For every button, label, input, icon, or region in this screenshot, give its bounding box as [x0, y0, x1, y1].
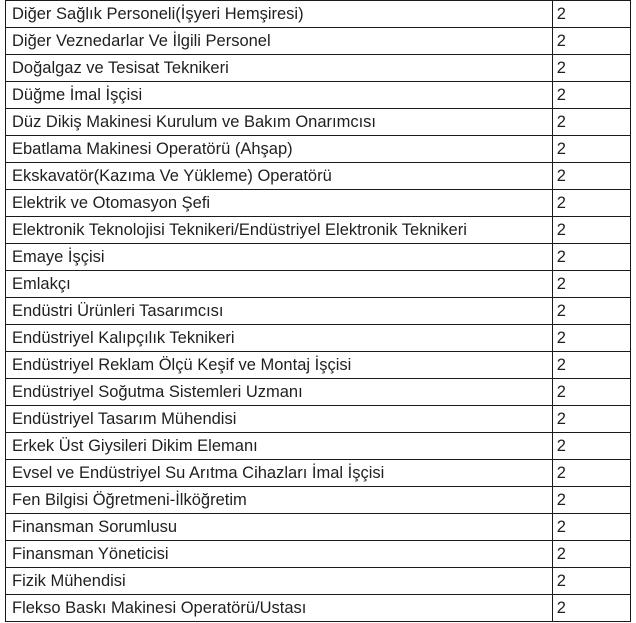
occupation-name-cell: Fizik Mühendisi	[6, 568, 553, 595]
occupation-count-cell: 2	[552, 379, 630, 406]
occupation-name-cell: Endüstriyel Tasarım Mühendisi	[6, 406, 553, 433]
table-row	[6, 244, 631, 271]
occupation-name-cell: Endüstriyel Soğutma Sistemleri Uzmanı	[6, 379, 553, 406]
occupation-table-container	[5, 0, 631, 622]
occupation-name-cell: Emlakçı	[6, 271, 553, 298]
table-row	[6, 325, 631, 352]
occupation-name-cell: Düğme İmal İşçisi	[6, 82, 553, 109]
table-body	[6, 1, 631, 622]
occupation-name-cell: Evsel ve Endüstriyel Su Arıtma Cihazları İmal İşçisi	[6, 460, 553, 487]
table-row	[6, 28, 631, 55]
table-row	[6, 298, 631, 325]
occupation-name-cell: Fen Bilgisi Öğretmeni-İlköğretim	[6, 487, 553, 514]
occupation-count-cell: 2	[552, 271, 630, 298]
table-row	[6, 1, 631, 28]
table-row	[6, 595, 631, 622]
occupation-table	[5, 0, 631, 622]
table-row	[6, 271, 631, 298]
occupation-count-cell: 2	[552, 244, 630, 271]
occupation-count-cell: 2	[552, 568, 630, 595]
occupation-name-cell: Doğalgaz ve Tesisat Teknikeri	[6, 55, 553, 82]
occupation-name-cell: Endüstriyel Reklam Ölçü Keşif ve Montaj İşçisi	[6, 352, 553, 379]
table-row	[6, 460, 631, 487]
occupation-count-cell: 2	[552, 514, 630, 541]
occupation-count-cell: 2	[552, 298, 630, 325]
occupation-count-cell: 2	[552, 190, 630, 217]
occupation-name-cell: Flekso Baskı Makinesi Operatörü/Ustası	[6, 595, 553, 622]
occupation-count-cell: 2	[552, 1, 630, 28]
table-row	[6, 487, 631, 514]
table-row	[6, 55, 631, 82]
table-row	[6, 190, 631, 217]
occupation-count-cell: 2	[552, 487, 630, 514]
occupation-count-cell: 2	[552, 325, 630, 352]
table-row	[6, 136, 631, 163]
table-row	[6, 217, 631, 244]
table-row	[6, 433, 631, 460]
occupation-count-cell: 2	[552, 433, 630, 460]
table-row	[6, 568, 631, 595]
occupation-name-cell: Finansman Sorumlusu	[6, 514, 553, 541]
occupation-name-cell: Finansman Yöneticisi	[6, 541, 553, 568]
occupation-name-cell: Emaye İşçisi	[6, 244, 553, 271]
table-row	[6, 541, 631, 568]
occupation-name-cell: Elektrik ve Otomasyon Şefi	[6, 190, 553, 217]
occupation-count-cell: 2	[552, 406, 630, 433]
table-row	[6, 163, 631, 190]
table-row	[6, 109, 631, 136]
occupation-name-cell: Ekskavatör(Kazıma Ve Yükleme) Operatörü	[6, 163, 553, 190]
occupation-name-cell: Diğer Sağlık Personeli(İşyeri Hemşiresi)	[6, 1, 553, 28]
table-row	[6, 379, 631, 406]
occupation-name-cell: Elektronik Teknolojisi Teknikeri/Endüstriyel Elektronik Teknikeri	[6, 217, 553, 244]
occupation-count-cell: 2	[552, 28, 630, 55]
table-row	[6, 514, 631, 541]
table-row	[6, 406, 631, 433]
occupation-count-cell: 2	[552, 595, 630, 622]
occupation-count-cell: 2	[552, 217, 630, 244]
occupation-count-cell: 2	[552, 55, 630, 82]
occupation-name-cell: Erkek Üst Giysileri Dikim Elemanı	[6, 433, 553, 460]
occupation-count-cell: 2	[552, 109, 630, 136]
occupation-name-cell: Endüstri Ürünleri Tasarımcısı	[6, 298, 553, 325]
occupation-count-cell: 2	[552, 352, 630, 379]
occupation-name-cell: Düz Dikiş Makinesi Kurulum ve Bakım Onarımcısı	[6, 109, 553, 136]
occupation-count-cell: 2	[552, 460, 630, 487]
occupation-count-cell: 2	[552, 541, 630, 568]
occupation-count-cell: 2	[552, 136, 630, 163]
table-row	[6, 352, 631, 379]
table-row	[6, 82, 631, 109]
occupation-count-cell: 2	[552, 163, 630, 190]
occupation-name-cell: Ebatlama Makinesi Operatörü (Ahşap)	[6, 136, 553, 163]
occupation-name-cell: Endüstriyel Kalıpçılık Teknikeri	[6, 325, 553, 352]
occupation-count-cell: 2	[552, 82, 630, 109]
occupation-name-cell: Diğer Veznedarlar Ve İlgili Personel	[6, 28, 553, 55]
